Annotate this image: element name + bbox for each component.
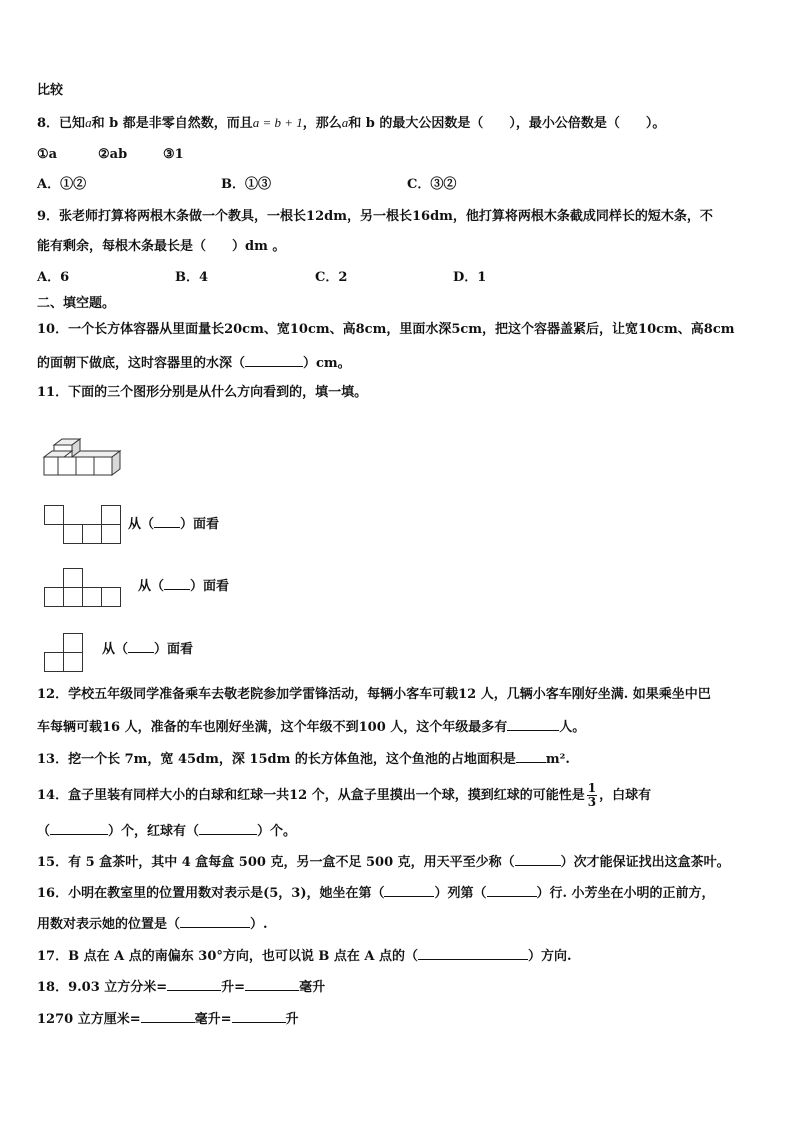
q13-text-b: m². bbox=[545, 752, 570, 767]
q8-text-d: 和 b 的最大公因数是（ ），最小公倍数是（ ）。 bbox=[348, 116, 666, 131]
q16-text-a: 16．小明在教室里的位置用数对表示是(5，3)，她坐在第（ bbox=[37, 886, 385, 901]
q18-text-d: 1270 立方厘米= bbox=[37, 1012, 141, 1027]
q18-liter-blank[interactable] bbox=[167, 976, 221, 991]
q12-text-a: 车每辆可载16 人，准备的车也刚好坐满，这个年级不到100 人，这个年级最多有 bbox=[37, 720, 508, 735]
q14-fraction bbox=[587, 782, 597, 809]
q16-text-b: ）列第（ bbox=[434, 886, 487, 901]
view-shape-3 bbox=[44, 633, 86, 673]
cube-figure bbox=[44, 437, 126, 481]
q18-line-2 bbox=[37, 1008, 299, 1030]
view-label-1 bbox=[128, 513, 219, 535]
q18-text-b: 升= bbox=[221, 980, 246, 995]
q10-line-2 bbox=[37, 352, 351, 374]
q12-text-b: 人。 bbox=[559, 720, 586, 735]
q18-text-c: 毫升 bbox=[299, 980, 326, 995]
q16-line-1 bbox=[37, 882, 715, 904]
q8-formula: a = b + 1 bbox=[252, 115, 303, 130]
q8-var-a2: a bbox=[341, 115, 349, 130]
view-1-post: ）面看 bbox=[180, 517, 220, 532]
q15-text-b: ）次才能保证找出这盒茶叶。 bbox=[560, 855, 730, 870]
q16-column-blank[interactable] bbox=[384, 882, 434, 897]
q14-text-a: 14．盒子里装有同样大小的白球和红球一共12 个，从盒子里摸出一个球，摸到红球的可能性是 bbox=[37, 788, 585, 803]
view-2-pre: 从（ bbox=[138, 579, 165, 594]
q9-option-d: D．1 bbox=[453, 270, 487, 285]
q8-item-1: ①a bbox=[37, 147, 58, 162]
q14-text-b: ，白球有 bbox=[599, 788, 652, 803]
q10-line-1: 10．一个长方体容器从里面量长20cm、宽10cm、高8cm，里面水深5cm，把这个容器盖紧后，让宽10cm、高8cm bbox=[37, 322, 735, 337]
view-1-pre: 从（ bbox=[128, 517, 155, 532]
view-1-blank[interactable] bbox=[154, 513, 180, 528]
view-shape-2 bbox=[44, 568, 126, 608]
q18-text-a: 18．9.03 立方分米= bbox=[37, 980, 168, 995]
q14-fraction-numerator: 1 bbox=[587, 781, 597, 795]
q9-line-2: 能有剩余，每根木条最长是（ ）dm 。 bbox=[37, 239, 286, 254]
view-3-pre: 从（ bbox=[102, 642, 129, 657]
q16-row-blank[interactable] bbox=[487, 882, 537, 897]
section-fill: 二、填空题。 bbox=[37, 296, 116, 311]
q10-text-b: ）cm。 bbox=[303, 356, 351, 371]
q15-answer-blank[interactable] bbox=[515, 851, 561, 866]
q16-text-c: ）行. 小芳坐在小明的正前方， bbox=[536, 886, 715, 901]
q16-text-d: 用数对表示她的位置是（ bbox=[37, 917, 181, 932]
q18-text-e: 毫升= bbox=[194, 1012, 232, 1027]
q17-answer-blank[interactable] bbox=[418, 945, 528, 960]
q14-text-d: ）个，红球有（ bbox=[108, 824, 200, 839]
q15-text-a: 15．有 5 盒茶叶，其中 4 盒每盒 500 克，另一盒不足 500 克，用天平至少称（ bbox=[37, 855, 515, 870]
q16-position-blank[interactable] bbox=[180, 913, 250, 928]
q10-text-a: 的面朝下做底，这时容器里的水深（ bbox=[37, 356, 246, 371]
q12-line-1: 12．学校五年级同学准备乘车去敬老院参加学雷锋活动，每辆小客车可载12 人，几辆小客车刚好坐满. 如果乘坐中巴 bbox=[37, 687, 711, 702]
q14-text-c: （ bbox=[37, 824, 51, 839]
q14-line-2 bbox=[37, 820, 296, 842]
q18-ml-blank-2[interactable] bbox=[141, 1008, 195, 1023]
q8-text-c: ，那么 bbox=[302, 116, 342, 131]
q8-option-b: B．①③ bbox=[221, 177, 271, 192]
q14-fraction-denominator: 3 bbox=[587, 795, 597, 809]
q13-answer-blank[interactable] bbox=[516, 748, 546, 763]
q9-option-a: A．6 bbox=[37, 270, 70, 285]
section-compare: 比较 bbox=[37, 83, 64, 98]
q8-var-a: a bbox=[85, 115, 92, 130]
q14-red-blank[interactable] bbox=[199, 820, 257, 835]
q8-item-2: ②ab bbox=[98, 147, 128, 162]
view-3-post: ）面看 bbox=[154, 642, 194, 657]
q8-text-a: 已知 bbox=[59, 116, 86, 131]
q9-option-c: C．2 bbox=[315, 270, 348, 285]
view-shape-1 bbox=[44, 505, 126, 545]
q9-line-1: 9．张老师打算将两根木条做一个教具，一根长12dm，另一根长16dm，他打算将两根木条截成同样长的短木条，不 bbox=[37, 209, 713, 224]
question-15 bbox=[37, 851, 730, 873]
q8-number: 8． bbox=[37, 116, 60, 131]
q8-item-3: ③1 bbox=[163, 147, 184, 162]
q18-liter-blank-2[interactable] bbox=[232, 1008, 286, 1023]
q13-text-a: 13．挖一个长 7m，宽 45dm，深 15dm 的长方体鱼池，这个鱼池的占地面积是 bbox=[37, 752, 516, 767]
question-13 bbox=[37, 748, 570, 770]
view-label-2 bbox=[138, 575, 229, 597]
q8-option-c: C．③② bbox=[407, 177, 457, 192]
q14-text-e: ）个。 bbox=[257, 824, 297, 839]
view-2-post: ）面看 bbox=[190, 579, 230, 594]
view-label-3 bbox=[102, 638, 193, 660]
q8-text-b: 和 b 都是非零自然数，而且 bbox=[91, 116, 253, 131]
q18-line-1 bbox=[37, 976, 325, 998]
q12-line-2 bbox=[37, 716, 585, 738]
view-3-blank[interactable] bbox=[128, 638, 154, 653]
q10-answer-blank[interactable] bbox=[245, 352, 303, 367]
q11-text: 11．下面的三个图形分别是从什么方向看到的，填一填。 bbox=[37, 385, 368, 400]
q16-text-e: ）. bbox=[250, 917, 268, 932]
question-17 bbox=[37, 945, 572, 967]
q16-line-2 bbox=[37, 913, 268, 935]
question-8 bbox=[37, 113, 665, 134]
q9-option-b: B．4 bbox=[175, 270, 209, 285]
q17-text-a: 17．B 点在 A 点的南偏东 30°方向，也可以说 B 点在 A 点的（ bbox=[37, 949, 419, 964]
q18-text-f: 升 bbox=[285, 1012, 299, 1027]
q14-white-blank[interactable] bbox=[50, 820, 108, 835]
q12-answer-blank[interactable] bbox=[507, 716, 559, 731]
q8-option-a: A．①② bbox=[37, 177, 87, 192]
q17-text-b: ）方向. bbox=[528, 949, 572, 964]
view-2-blank[interactable] bbox=[164, 575, 190, 590]
q14-line-1 bbox=[37, 782, 651, 809]
q18-ml-blank[interactable] bbox=[245, 976, 299, 991]
